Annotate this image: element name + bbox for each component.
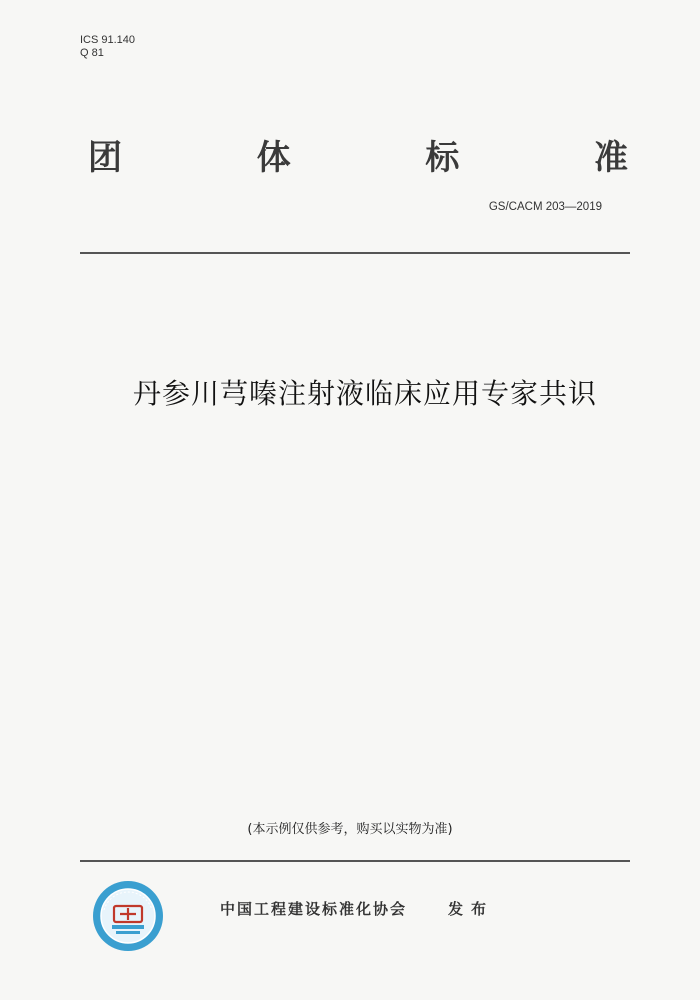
publish-label: 发布	[448, 900, 495, 918]
standard-type-char: 体	[256, 138, 291, 178]
publisher-name: 中国工程建设标准化协会	[220, 900, 408, 918]
top-divider	[80, 252, 630, 254]
bottom-divider	[80, 860, 630, 862]
standard-type-heading	[88, 130, 628, 179]
standard-type-char: 准	[593, 138, 628, 178]
sample-note: (本示例仅供参考，购买以实物为准)	[247, 822, 453, 837]
standard-type-char: 标	[425, 138, 460, 178]
certification-seal-icon	[92, 880, 164, 952]
classification-codes	[80, 34, 135, 60]
standard-type-char: 团	[88, 138, 122, 178]
document-title: 丹参川芎嗪注射液临床应用专家共识	[132, 377, 597, 410]
ics-code: ICS 91.140	[80, 34, 136, 46]
ccs-code: Q 81	[80, 47, 104, 59]
standard-code: GS/CACM 203—2019	[488, 201, 602, 213]
